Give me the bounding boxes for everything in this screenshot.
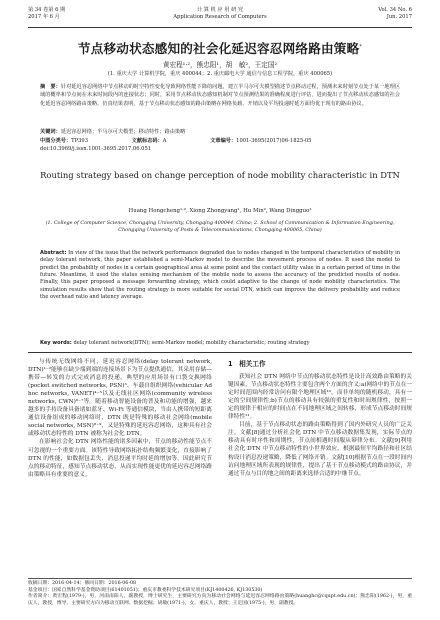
- first-page-footnote: [28, 578, 412, 607]
- section-heading-related-work: 1 相关工作: [228, 360, 266, 368]
- running-header: [28, 6, 412, 28]
- intro-paragraph-1: 与传统无线网络不同，延迟容忍网络(delay tolerant network, DTN)¹⁻²能够在缺少端到端的连接场景下为节点提供通信，其采用存储—携带—转发的方式完成消息的投递。典型的应用场景有口袋交换网络(pocket switched networks, PSN)³、车载自组织网络(vehicular Ad hoc networks, VANET)⁴⁻⁵以及无线社区网络(community wireless networks, CWN)⁶⁻⁷等。随着移动智能设备的普及和功能的增强，越来越多的手持设备具备诸如蓝牙、Wi-Fi 等通信模块，当由人携带的短距离通信设备组成的移动网络时，DTN 既是特殊的移动社会网络(mobile social networks, MSN)⁸⁻⁹，又是特殊的延迟容忍网络，这种具有社会或移动状态特性的 DTN 被称为社会化 DTN。: [28, 359, 212, 438]
- chinese-affiliation: (1. 重庆大学 计算机学院，重庆 400044；2. 重庆邮电大学 通信与信息工程学院，重庆 400065): [107, 71, 333, 77]
- header-issue: 第 34 卷第 6 期 2017 年 6 月: [28, 7, 66, 20]
- chinese-authors: 黄宏程¹·²，熊忠阳¹，胡 敏²，王定国²: [162, 61, 278, 69]
- english-keywords: Key words: delay tolerant network(DTN); semi-Markov model; mobility characteristic; routing strategy: [40, 340, 310, 346]
- article-number: 文章编号：1001-3695(2017)06-1825-05: [210, 138, 312, 144]
- body-column-right: [228, 358, 412, 478]
- footnote-fund: 基金项目：国家自然科学基金资助项目(61401051)；重庆市教委科学技术研究项目(KJ1400426, KJ130530): [28, 587, 263, 593]
- english-affiliation: (1. College of Computer Science, Chongqing University, Chongqing 400044, China; 2. School of Communication & Information Engineering, Chongqing University of Posts & Telecommunications, Chongqing 400065, China): [45, 220, 395, 233]
- english-title: Routing strategy based on change perception of node mobility characteristic in DTN: [40, 170, 400, 180]
- footnote-dates: 收稿日期：2016-04-14；修回日期：2016-06-08: [28, 581, 137, 586]
- related-work-paragraph-2: 目前，基于节点移动状态的路由策略得到了国内外研究人员的广泛关注。文献[8]通过分析社会化 DTN 中节点移动数据集发现，实际节点的移动具有时序性和周期性，节点间相遇时间服从幂律分布。文献[9]利用社会化 DTN 中节点移动特性的小世界效应，根据最短平均路径和社区结构设计消息投递策略，降低了网络开销。文献[10]根据节点在一段时间内访问地理区域所表现的规律性，提出了基于节点移动模式的路由协议，并通过节点与目的地之间的距离来选择合适的中继节点。: [228, 422, 412, 477]
- header-volume: Vol. 34 No. 6 Jun. 2017: [378, 7, 412, 20]
- chinese-title: 节点移动状态感知的社会化延迟容忍网络路由策略*: [77, 41, 363, 56]
- english-abstract: Abstract: In view of the issue that the network performance degraded due to nodes changed in the temporal characteristics of mobility in delay tolerant network, this paper established a semi-Markov model to describe the movement process of nodes. It used the model to predict the probability of nodes in a certain geographical area at some point and the contact utility value in a certain period of time in the future. Meantime, it used the status sensing mechanism of the mobile node to assess the accuracy of the predicted results of nodes. Finally, this paper proposed a message forwarding strategy, which could adaptive to the change of node mobility characteristics. The simulation results show that the routing strategy is more suitable for social DTN, which can improve the delivery probability and reduce the overhead ratio and latency average.: [40, 250, 401, 301]
- header-journal: 计 算 机 应 用 研 究 Application Research of Computers: [173, 7, 267, 20]
- body-column-left: [28, 358, 212, 479]
- english-authors: Huang Hongcheng¹·², Xiong Zhongyang¹, Hu Min², Wang Dingguo²: [128, 208, 312, 214]
- doi: doi:10.3969/j.issn.1001-3695.2017.06.051: [40, 146, 152, 152]
- classification-line: [40, 137, 400, 145]
- intro-paragraph-2: 在影响社会化 DTN 网络性能的诸多因素中，节点的移动性能节点不可忽视的一个重要方面。该特性导致网络拓扑结构频繁变化，直接影响了 DTN 的性能，如数据包丢失、消息投递平均时延的增加等。因此研究节点的移动特征，感知节点移动状态，从而实现性能更优的延迟容忍网络路由策略具有重要的意义。: [28, 439, 212, 478]
- footnote-author-bio: 作者简介：黄宏程(1979-)，男，河南南阳人，副教授，博士研究生，主要研究方向为移动社会网络与延迟容忍网络路由策略(huanghc@cqupt.edu.cn)；熊忠阳(1962-)，男，重庆人，教授，博导，主要研究方向为移动互联网、数据挖掘；胡敏(1971-)，女，重庆人，教授；王定国(1975-)，男，副教授。: [28, 594, 412, 606]
- document-code: 文献标志码：A: [131, 138, 167, 144]
- clc-number: 中图分类号：TP393: [40, 138, 88, 144]
- chinese-abstract: 摘 要：针对延迟容忍网络中节点移动的时空特性变化导致网络性能下降的问题，建立半马尔可夫模型描述节点移动过程，预测未来时刻节点处于某一地理区域的概率和节点间在未来时间段内的连接状态；同时，采用节点移动状态感知机制对节点预测结果的准确程度进行评估，进而提出了节点移动状态感知的社会化延迟容忍网络路由策略。仿真结果表明，基于节点移动状态感知的路由策略在网络负载、开销以及平均投递时延方面均优于现有的路由协议。: [40, 84, 400, 107]
- section-divider: [28, 352, 412, 353]
- title-footnote-mark: *: [359, 43, 363, 50]
- abstract-label: 摘 要：: [40, 84, 61, 90]
- chinese-keywords: 关键词：延迟容忍网络；半马尔可夫模型；移动特性；路由策略: [40, 129, 186, 135]
- related-work-paragraph-1: 获知社会 DTN 网络中节点的移动状态特性是设计高效路由策略的关键因素。节点移动状态特性主要包含两个方面的含义:a)网络中的节点在一定时间范围内经常访问有限个地理区域¹⁰，而非单纯的随机移动，具有一定的空间规律性;b)节点的移动具有较强的重复性和时间规律性，按照一定的规律于相应的时间点在不同地理区域之间转移，形成节点移动时间规律特性¹¹。: [228, 374, 412, 421]
